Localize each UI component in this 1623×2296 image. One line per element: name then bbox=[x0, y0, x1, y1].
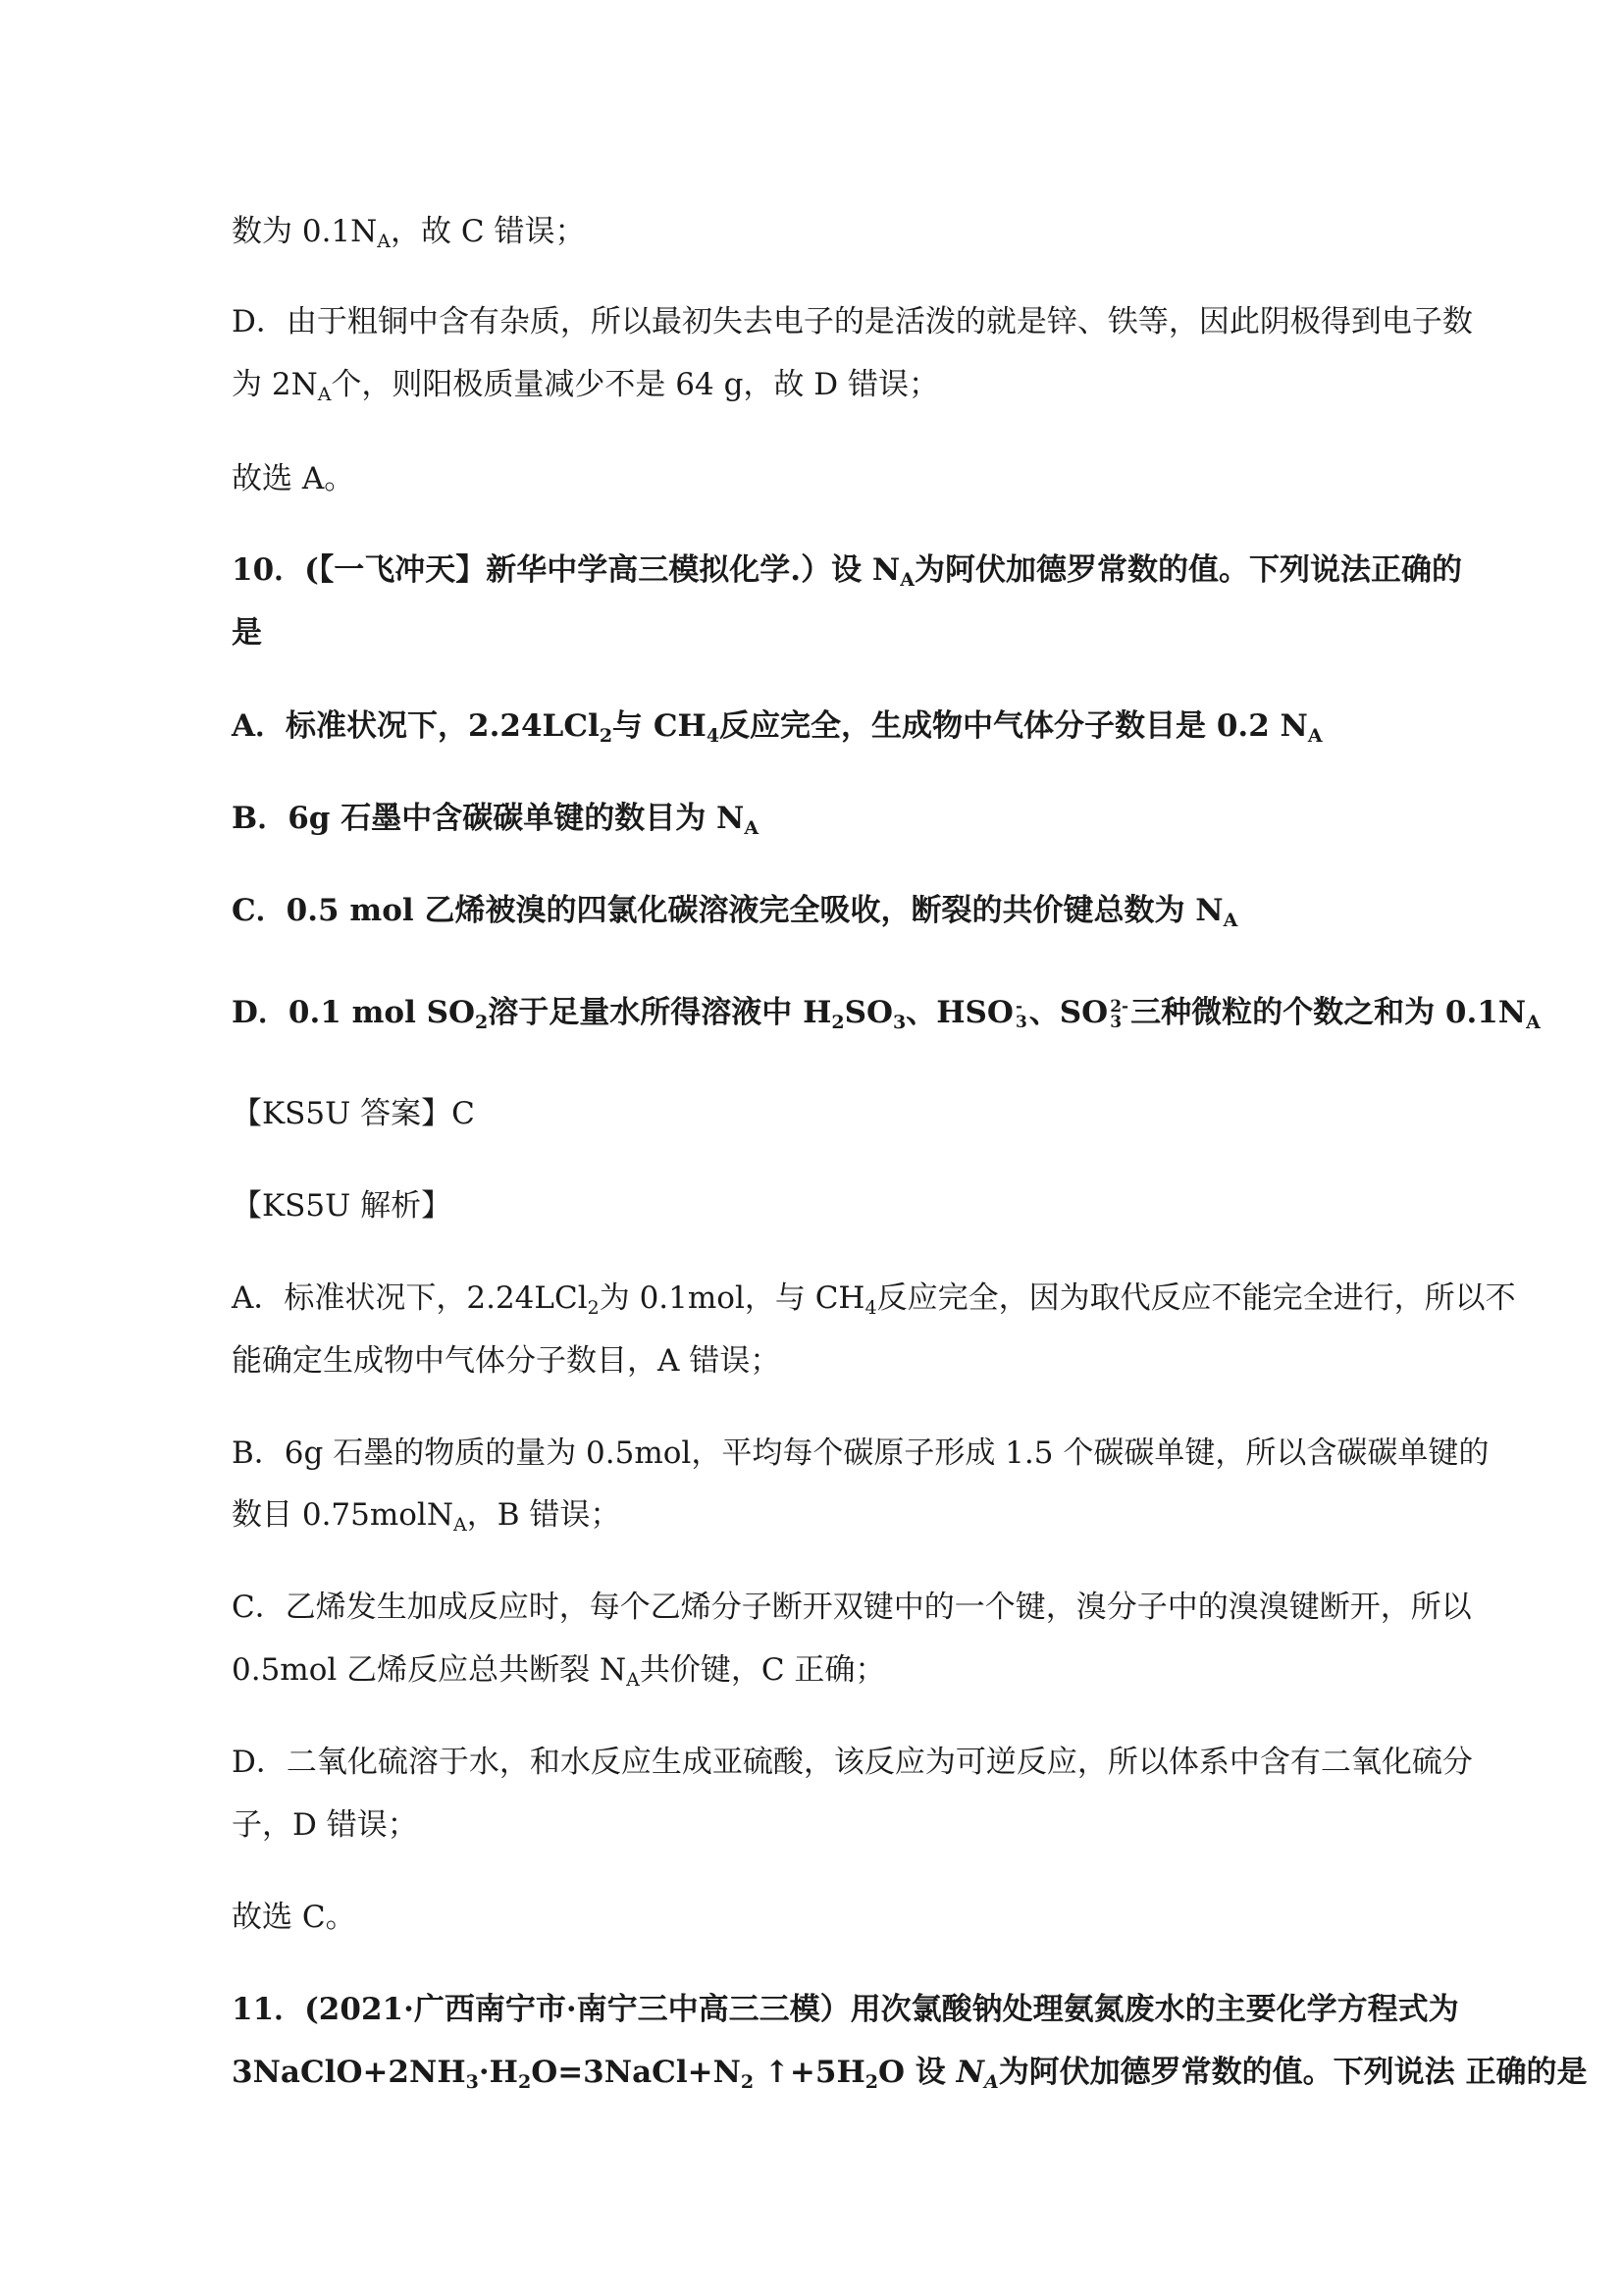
q11-stem-line2: $3NaClO+2NH_3\cdot H_2O=3NaCl+N_2$ $↑+5H_2O$ 设 $N_A$为阿伏加德罗常数的值。下列说法 正确的是 bbox=[232, 2055, 1588, 2093]
q10-select: 故选 C。 bbox=[232, 1900, 356, 1935]
q10-analysis-b-line2: 数目 0.75molN$_A$，B 错误； bbox=[232, 1497, 621, 1536]
q10-option-d: D．0.1 mol $SO_2$溶于足量水所得溶液中 $H_2SO_3$、HSO - 3 、SO 2- 3 三种微粒的个数之和为 $0.1N_A$ bbox=[232, 995, 1541, 1033]
q10-analysis-a-line1: A．标准状况下，2.24LCl$_2$为 0.1mol，与 $CH_4$反应完全，因为取代反应不能完全进行，所以不 bbox=[232, 1280, 1516, 1319]
q10-analysis-a-line2: 能确定生成物中气体分子数目，A 错误； bbox=[232, 1343, 781, 1379]
q10-analysis-b-line1: B．6g 石墨的物质的量为 0.5mol，平均每个碳原子形成 1.5 个碳碳单键，所以含碳碳单键的 bbox=[232, 1435, 1490, 1471]
q10-option-b: B．6g 石墨中含碳碳单键的数目为 $N_A$ bbox=[232, 801, 759, 839]
q10-analysis-label: 【KS5U 解析】 bbox=[232, 1188, 452, 1224]
q10-analysis-d-line1: D．二氧化硫溶于水，和水反应生成亚硫酸，该反应为可逆反应，所以体系中含有二氧化硫分 bbox=[232, 1745, 1473, 1780]
q10-stem-line2: 是 bbox=[232, 615, 262, 651]
q11-stem-line1: 11．(2021·广西南宁市·南宁三中高三三模）用次氯酸钠处理氨氮废水的主要化学方程式为 bbox=[232, 1992, 1459, 2027]
q10-analysis-d-line2: 子，D 错误； bbox=[232, 1807, 418, 1843]
q10-stem-line1: 10．(【一飞冲天】新华中学高三模拟化学.）设 $N_A$为阿伏加德罗常数的值。下列说法正确的 bbox=[232, 552, 1462, 591]
q10-answer: 【KS5U 答案】C bbox=[232, 1096, 475, 1131]
q10-option-c: C．0.5 mol 乙烯被溴的四氯化碳溶液完全吸收，断裂的共价键总数为 $N_A$ bbox=[232, 893, 1238, 931]
q9-option-d-line2: 为 $2N_A$个，则阳极质量减少不是 64 g，故 D 错误； bbox=[232, 367, 939, 405]
q10-analysis-c-line1: C．乙烯发生加成反应时，每个乙烯分子断开双键中的一个键，溴分子中的溴溴键断开，所以 bbox=[232, 1590, 1472, 1625]
q9-option-d-line1: D．由于粗铜中含有杂质，所以最初失去电子的是活泼的就是锌、铁等，因此阴极得到电子数 bbox=[232, 304, 1473, 339]
q9-select: 故选 A。 bbox=[232, 461, 355, 496]
q10-analysis-c-line2: 0.5mol 乙烯反应总共断裂 $N_A$共价键，C 正确； bbox=[232, 1652, 886, 1691]
q9-option-c-continuation: 数为 $0.1N_A$，故 C 错误； bbox=[232, 214, 586, 252]
q10-option-a: A．标准状况下，2.24LCl$_2$与 $CH_4$反应完全，生成物中气体分子数目是 0.2 $N_A$ bbox=[232, 708, 1323, 747]
